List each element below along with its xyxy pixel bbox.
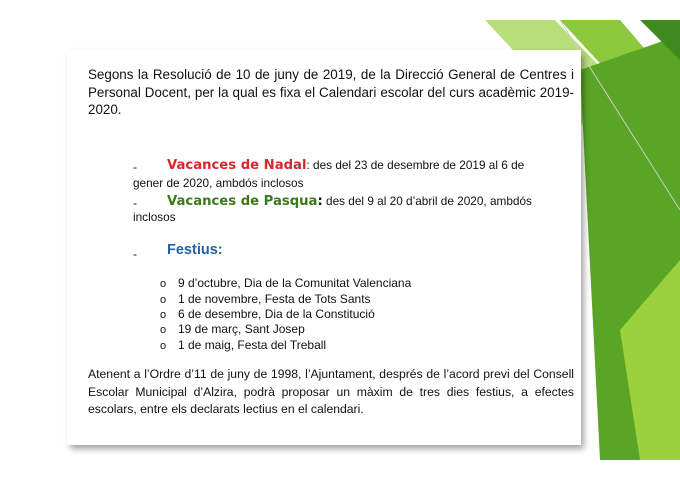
- list-marker: o: [160, 294, 167, 306]
- holiday-item: o 9 d’octubre, Dia de la Comunitat Valenciana: [160, 276, 412, 290]
- holiday-item: o 1 de novembre, Festa de Tots Sants: [160, 292, 371, 306]
- nadal-line-2: gener de 2020, ambdós inclosos: [133, 176, 304, 190]
- pasqua-colon: :: [317, 194, 323, 209]
- pasqua-bullet: -: [133, 196, 137, 210]
- holiday-item: o 6 de desembre, Dia de la Constitució: [160, 307, 375, 321]
- nadal-title: Vacances de Nadal: [167, 158, 307, 173]
- pasqua-line-2: inclosos: [133, 210, 176, 224]
- outro-paragraph: Atenent a l’Ordre d’11 de juny de 1998, l’Ajuntament, després de l’acord previ del Consell Escolar Municipal d’Alzira, podrà proposar un màxim de tres dies festius, a efectes escolars, entre els declarats lectius en el calendari.: [88, 367, 574, 416]
- pasqua-line-1: [167, 192, 532, 210]
- pasqua-title: Vacances de Pasqua: [167, 194, 318, 209]
- list-marker: o: [160, 309, 167, 321]
- nadal-line-1: [167, 156, 524, 174]
- nadal-bullet: -: [133, 160, 137, 174]
- holiday-item: o 19 de març, Sant Josep: [160, 322, 305, 336]
- holiday-item: o 1 de maig, Festa del Treball: [160, 338, 327, 352]
- festius-title: Festius:: [167, 242, 223, 258]
- pasqua-dates: des del 9 al 20 d’abril de 2020, ambdós: [322, 194, 532, 208]
- intro-paragraph: Segons la Resolució de 10 de juny de 2019, de la Direcció General de Centres i Personal Docent, per la qual es fixa el Calendari escolar del curs acadèmic 2019-2020.: [88, 67, 574, 117]
- nadal-dates: : des del 23 de desembre de 2019 al 6 de: [306, 158, 525, 172]
- list-marker: o: [160, 340, 167, 352]
- list-marker: o: [160, 324, 167, 336]
- festius-bullet: -: [133, 247, 137, 261]
- list-marker: o: [160, 278, 167, 290]
